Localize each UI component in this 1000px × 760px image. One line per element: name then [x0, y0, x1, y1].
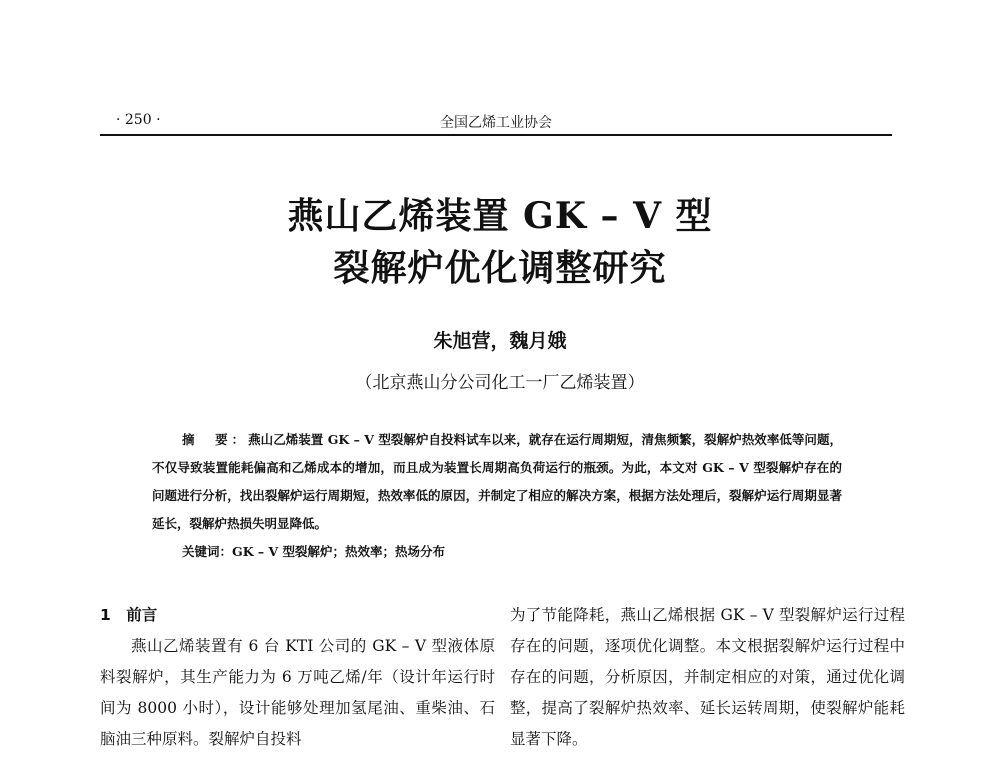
section-heading-introduction: 1 前言: [100, 606, 158, 624]
abstract: [152, 426, 842, 566]
abstract-paragraph: [152, 426, 842, 538]
affiliation: （北京燕山分公司化工一厂乙烯装置）: [355, 373, 645, 393]
keywords: [152, 538, 842, 566]
header-rule: [100, 134, 892, 136]
keywords-text: GK – V 型裂解炉；热效率；热场分布: [232, 544, 446, 559]
authors: 朱旭营，魏月娥: [433, 330, 567, 352]
keywords-label: 关键词：: [182, 544, 233, 559]
running-head: 全国乙烯工业协会: [440, 115, 552, 131]
left-column: [100, 600, 495, 755]
left-column-paragraph: 燕山乙烯装置有 6 台 KTI 公司的 GK – V 型液体原料裂解炉，其生产能力为 6 万吨乙烯/年（设计年运行时间为 8000 小时），设计能够处理加氢尾油、重柴油、石脑油三种原料。裂解炉自投料: [100, 637, 495, 748]
abstract-label: 摘 要：: [182, 432, 249, 447]
page-header: [100, 106, 892, 136]
paper-title-line-2: 裂解炉优化调整研究: [333, 247, 667, 289]
abstract-text: 燕山乙烯装置 GK – V 型裂解炉自投料试车以来，就存在运行周期短，清焦频繁，裂解炉热效率低等问题，不仅导致装置能耗偏高和乙烯成本的增加，而且成为装置长周期高负荷运行的瓶颈。为此，本文对 GK – V 型裂解炉存在的问题进行分析，找出裂解炉运行周期短，热效率低的原因，并制定了相应的解决方案，根据方法处理后，裂解炉运行周期显著延长，裂解炉热损失明显降低。: [152, 432, 842, 531]
page-number: · 250 ·: [116, 112, 161, 128]
right-column: [510, 600, 905, 755]
right-column-paragraph: 为了节能降耗，燕山乙烯根据 GK – V 型裂解炉运行过程存在的问题，逐项优化调整。本文根据裂解炉运行过程中存在的问题，分析原因，并制定相应的对策，通过优化调整，提高了裂解炉热效率、延长运转周期，使裂解炉能耗显著下降。: [510, 606, 905, 748]
paper-title-line-1: 燕山乙烯装置 GK – V 型: [287, 195, 713, 237]
